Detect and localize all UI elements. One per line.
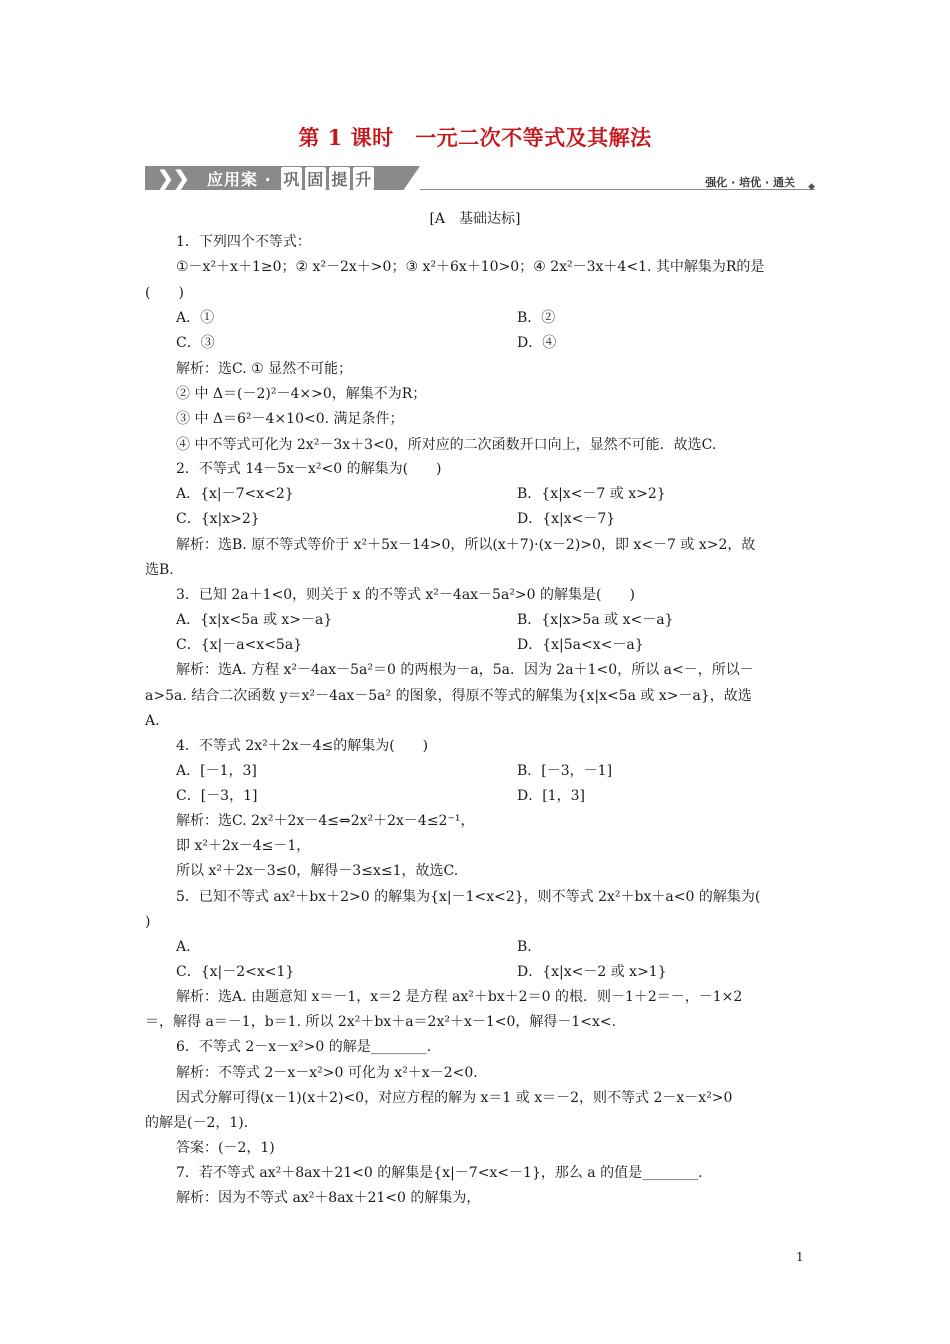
chevron-right-icon: ❯ [173,166,190,190]
banner-label [207,167,374,190]
analysis-line: A. [145,713,160,729]
option-d: D．④ [517,335,557,351]
analysis-line: ② 中 Δ＝(－2)²－4×>0，解集不为R； [176,386,427,402]
banner-box-1: 巩 [281,167,302,190]
diamond-icon: ◆ [808,182,815,192]
banner-box-2: 固 [305,167,326,190]
question-line: 1．下列四个不等式： [176,234,311,250]
analysis-line: ＝，解得 a＝－1，b＝1. 所以 2x²＋bx＋a＝2x²＋x－1<0，解得－1<x<. [145,1014,617,1030]
banner-left-text: 应用案 [207,170,259,189]
analysis-line: 因式分解可得(x－1)(x＋2)<0，对应方程的解为 x＝1 或 x＝－2，则不等式 2－x－x²>0 [176,1090,733,1106]
banner-box-3: 提 [329,167,350,190]
option-a: A．{x|－7<x<2} [176,486,294,502]
analysis-line: 即 x²＋2x－4≤－1， [176,838,311,854]
analysis-line: 解析：不等式 2－x－x²>0 可化为 x²＋x－2<0. [176,1065,478,1081]
option-b: B．[－3，－1] [517,763,613,779]
analysis-line: 解析：选C. 2x²＋2x－4≤⇔2x²＋2x－4≤2⁻¹， [176,813,475,829]
option-a: A. [176,939,191,955]
analysis-line: 解析：因为不等式 ax²＋8ax＋21<0 的解集为， [176,1190,481,1206]
question-line: ( ) [145,285,184,301]
banner-box-4: 升 [353,167,374,190]
answer-line: 答案：(－2，1) [176,1140,275,1156]
question-line: 2．不等式 14－5x－x²<0 的解集为( ) [176,461,442,477]
banner-dot: · [264,170,272,189]
option-a: A．① [176,310,215,326]
banner-right-text: 强化 · 培优 · 通关 [705,176,795,189]
option-b: B．② [517,310,556,326]
option-b: B. [517,939,532,955]
question-line: ①－x²＋x＋1≥0；② x²－2x＋>0；③ x²＋6x＋10>0；④ 2x²－3x＋4<1. 其中解集为R的是 [176,259,765,275]
option-c: C．③ [176,335,215,351]
question-line: 7．若不等式 ax²＋8ax＋21<0 的解集是{x|－7<x<－1}，那么 a 的值是________. [176,1165,703,1181]
section-banner [145,164,815,192]
option-c: C．{x|－a<x<5a} [176,637,303,653]
section-heading: [A 基础达标] [429,211,521,227]
analysis-line: 所以 x²＋2x－3≤0，解得－3≤x≤1，故选C. [176,863,459,879]
option-b: B．{x|x>5a 或 x<－a} [517,612,674,628]
question-line: ) [145,914,151,930]
option-a: A．[－1，3] [176,763,257,779]
analysis-line: 的解是(－2，1). [145,1115,249,1131]
chevron-right-icon: ❯ [157,166,174,190]
analysis-line: 解析：选B. 原不等式等价于 x²＋5x－14>0，所以(x＋7)·(x－2)>0，即 x<－7 或 x>2，故 [176,537,756,553]
option-d: D．[1，3] [517,788,585,804]
question-line: 4．不等式 2x²＋2x－4≤的解集为( ) [176,738,429,754]
option-c: C．[－3，1] [176,788,258,804]
analysis-line: 解析：选A. 方程 x²－4ax－5a²＝0 的两根为－a，5a．因为 2a＋1<0，所以 a<－，所以－ [176,662,754,678]
question-line: 3．已知 2a＋1<0，则关于 x 的不等式 x²－4ax－5a²>0 的解集是( ) [176,587,635,603]
page-number: 1 [796,1250,804,1264]
analysis-line: 选B. [145,562,174,578]
question-line: 6．不等式 2－x－x²>0 的解是________. [176,1039,432,1055]
question-line: 5．已知不等式 ax²＋bx＋2>0 的解集为{x|－1<x<2}，则不等式 2x²＋bx＋a<0 的解集为( [176,889,761,905]
analysis-line: 解析：选A. 由题意知 x＝－1，x＝2 是方程 ax²＋bx＋2＝0 的根．则－1＋2＝－，－1×2 [176,989,743,1005]
page-title: 第 1 课时 一元二次不等式及其解法 [298,125,652,150]
option-b: B．{x|x<－7 或 x>2} [517,486,666,502]
option-d: D．{x|x<－7} [517,511,616,527]
option-c: C．{x|－2<x<1} [176,964,295,980]
analysis-line: 解析：选C. ① 显然不可能； [176,361,353,377]
analysis-line: a>5a. 结合二次函数 y＝x²－4ax－5a² 的图象，得原不等式的解集为{x|x<5a 或 x>－a}，故选 [145,688,752,704]
option-c: C．{x|x>2} [176,511,260,527]
option-a: A．{x|x<5a 或 x>－a} [176,612,333,628]
option-d: D．{x|x<－2 或 x>1} [517,964,667,980]
analysis-line: ④ 中不等式可化为 2x²－3x＋3<0，所对应的二次函数开口向上，显然不可能．故选C. [176,437,717,453]
analysis-line: ③ 中 Δ＝6²－4×10<0. 满足条件； [176,411,404,427]
option-d: D．{x|5a<x<－a} [517,637,644,653]
